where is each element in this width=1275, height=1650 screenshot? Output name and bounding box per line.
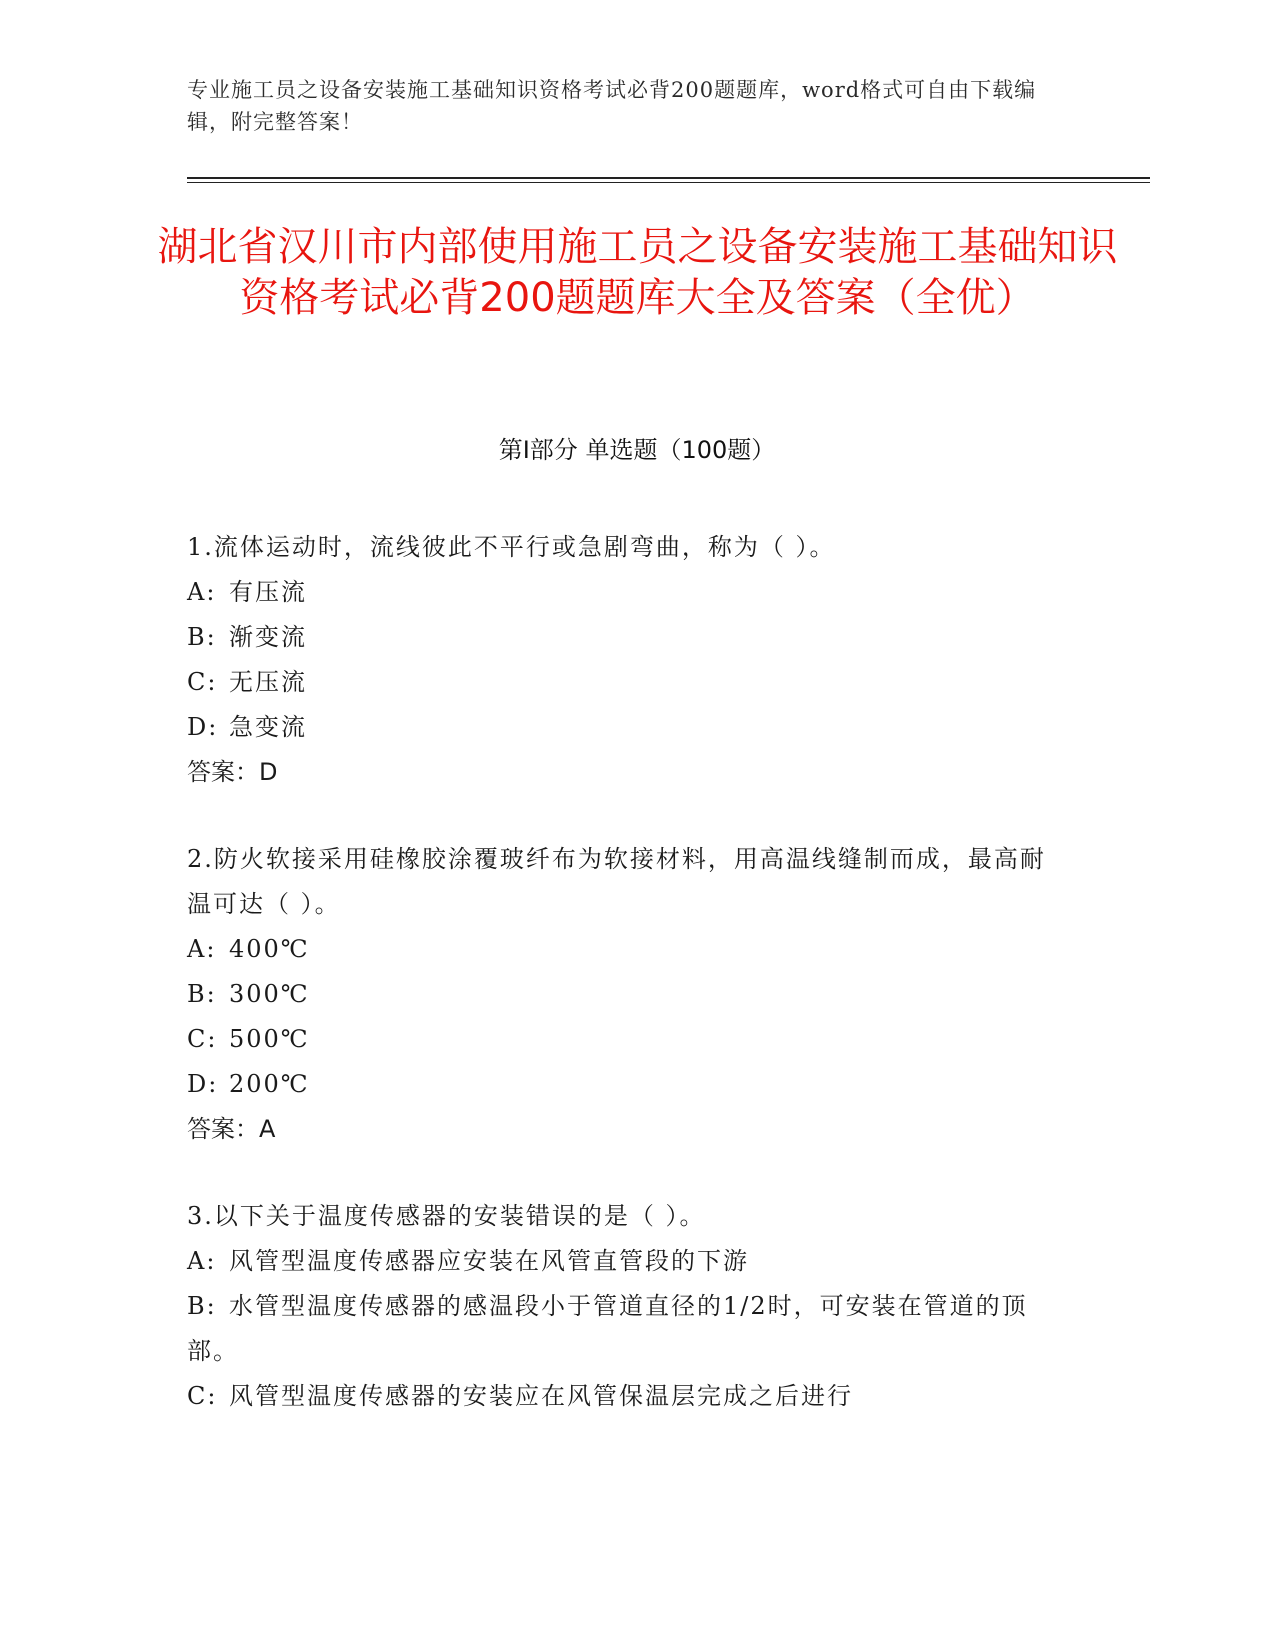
question-2	[187, 837, 1067, 1152]
option-label: B:	[187, 1292, 217, 1320]
option-d	[187, 705, 1067, 750]
header-note: 专业施工员之设备安装施工基础知识资格考试必背200题题库，word格式可自由下载编辑，附完整答案！	[187, 78, 1037, 134]
question-stem: 3.以下关于温度传感器的安装错误的是（ ）。	[187, 1202, 706, 1230]
question-stem: 1.流体运动时，流线彼此不平行或急剧弯曲，称为（ ）。	[187, 533, 836, 561]
option-label: A:	[187, 935, 217, 963]
question-1	[187, 525, 1067, 795]
option-label: D:	[187, 1070, 219, 1098]
option-text: 无压流	[229, 668, 307, 696]
option-label: B:	[187, 980, 217, 1008]
option-text: 风管型温度传感器的安装应在风管保温层完成之后进行	[229, 1382, 853, 1410]
option-label: A:	[187, 1247, 217, 1275]
question-3	[187, 1194, 1067, 1419]
option-b	[187, 615, 1067, 660]
document-title: 湖北省汉川市内部使用施工员之设备安装施工基础知识资格考试必背200题题库大全及答案（全优）	[157, 224, 1118, 321]
option-c	[187, 1374, 1067, 1419]
option-text: 渐变流	[229, 623, 307, 651]
question-stem: 2.防火软接采用硅橡胶涂覆玻纤布为软接材料，用高温线缝制而成，最高耐温可达（ ）。	[187, 845, 1046, 918]
option-c	[187, 1017, 1067, 1062]
option-text: 水管型温度传感器的感温段小于管道直径的1/2时，可安装在管道的顶部。	[187, 1292, 1028, 1365]
question-list	[187, 525, 1067, 1461]
option-text: 风管型温度传感器应安装在风管直管段的下游	[229, 1247, 749, 1275]
option-label: C:	[187, 1025, 218, 1053]
header-divider-thin	[187, 182, 1150, 183]
option-label: A:	[187, 578, 217, 606]
option-text: 200℃	[229, 1070, 310, 1098]
header-divider	[187, 177, 1150, 179]
option-label: C:	[187, 1382, 218, 1410]
option-label: D:	[187, 713, 219, 741]
option-a	[187, 570, 1067, 615]
option-text: 300℃	[229, 980, 310, 1008]
answer: 答案：A	[187, 1115, 276, 1143]
option-label: B:	[187, 623, 217, 651]
option-c	[187, 660, 1067, 705]
answer: 答案：D	[187, 758, 278, 786]
option-text: 400℃	[229, 935, 310, 963]
option-a	[187, 927, 1067, 972]
option-b	[187, 1284, 1067, 1374]
option-a	[187, 1239, 1067, 1284]
option-b	[187, 972, 1067, 1017]
option-text: 有压流	[229, 578, 307, 606]
option-label: C:	[187, 668, 218, 696]
option-text: 急变流	[229, 713, 307, 741]
section-heading: 第I部分 单选题（100题）	[498, 436, 776, 464]
option-text: 500℃	[229, 1025, 310, 1053]
option-d	[187, 1062, 1067, 1107]
